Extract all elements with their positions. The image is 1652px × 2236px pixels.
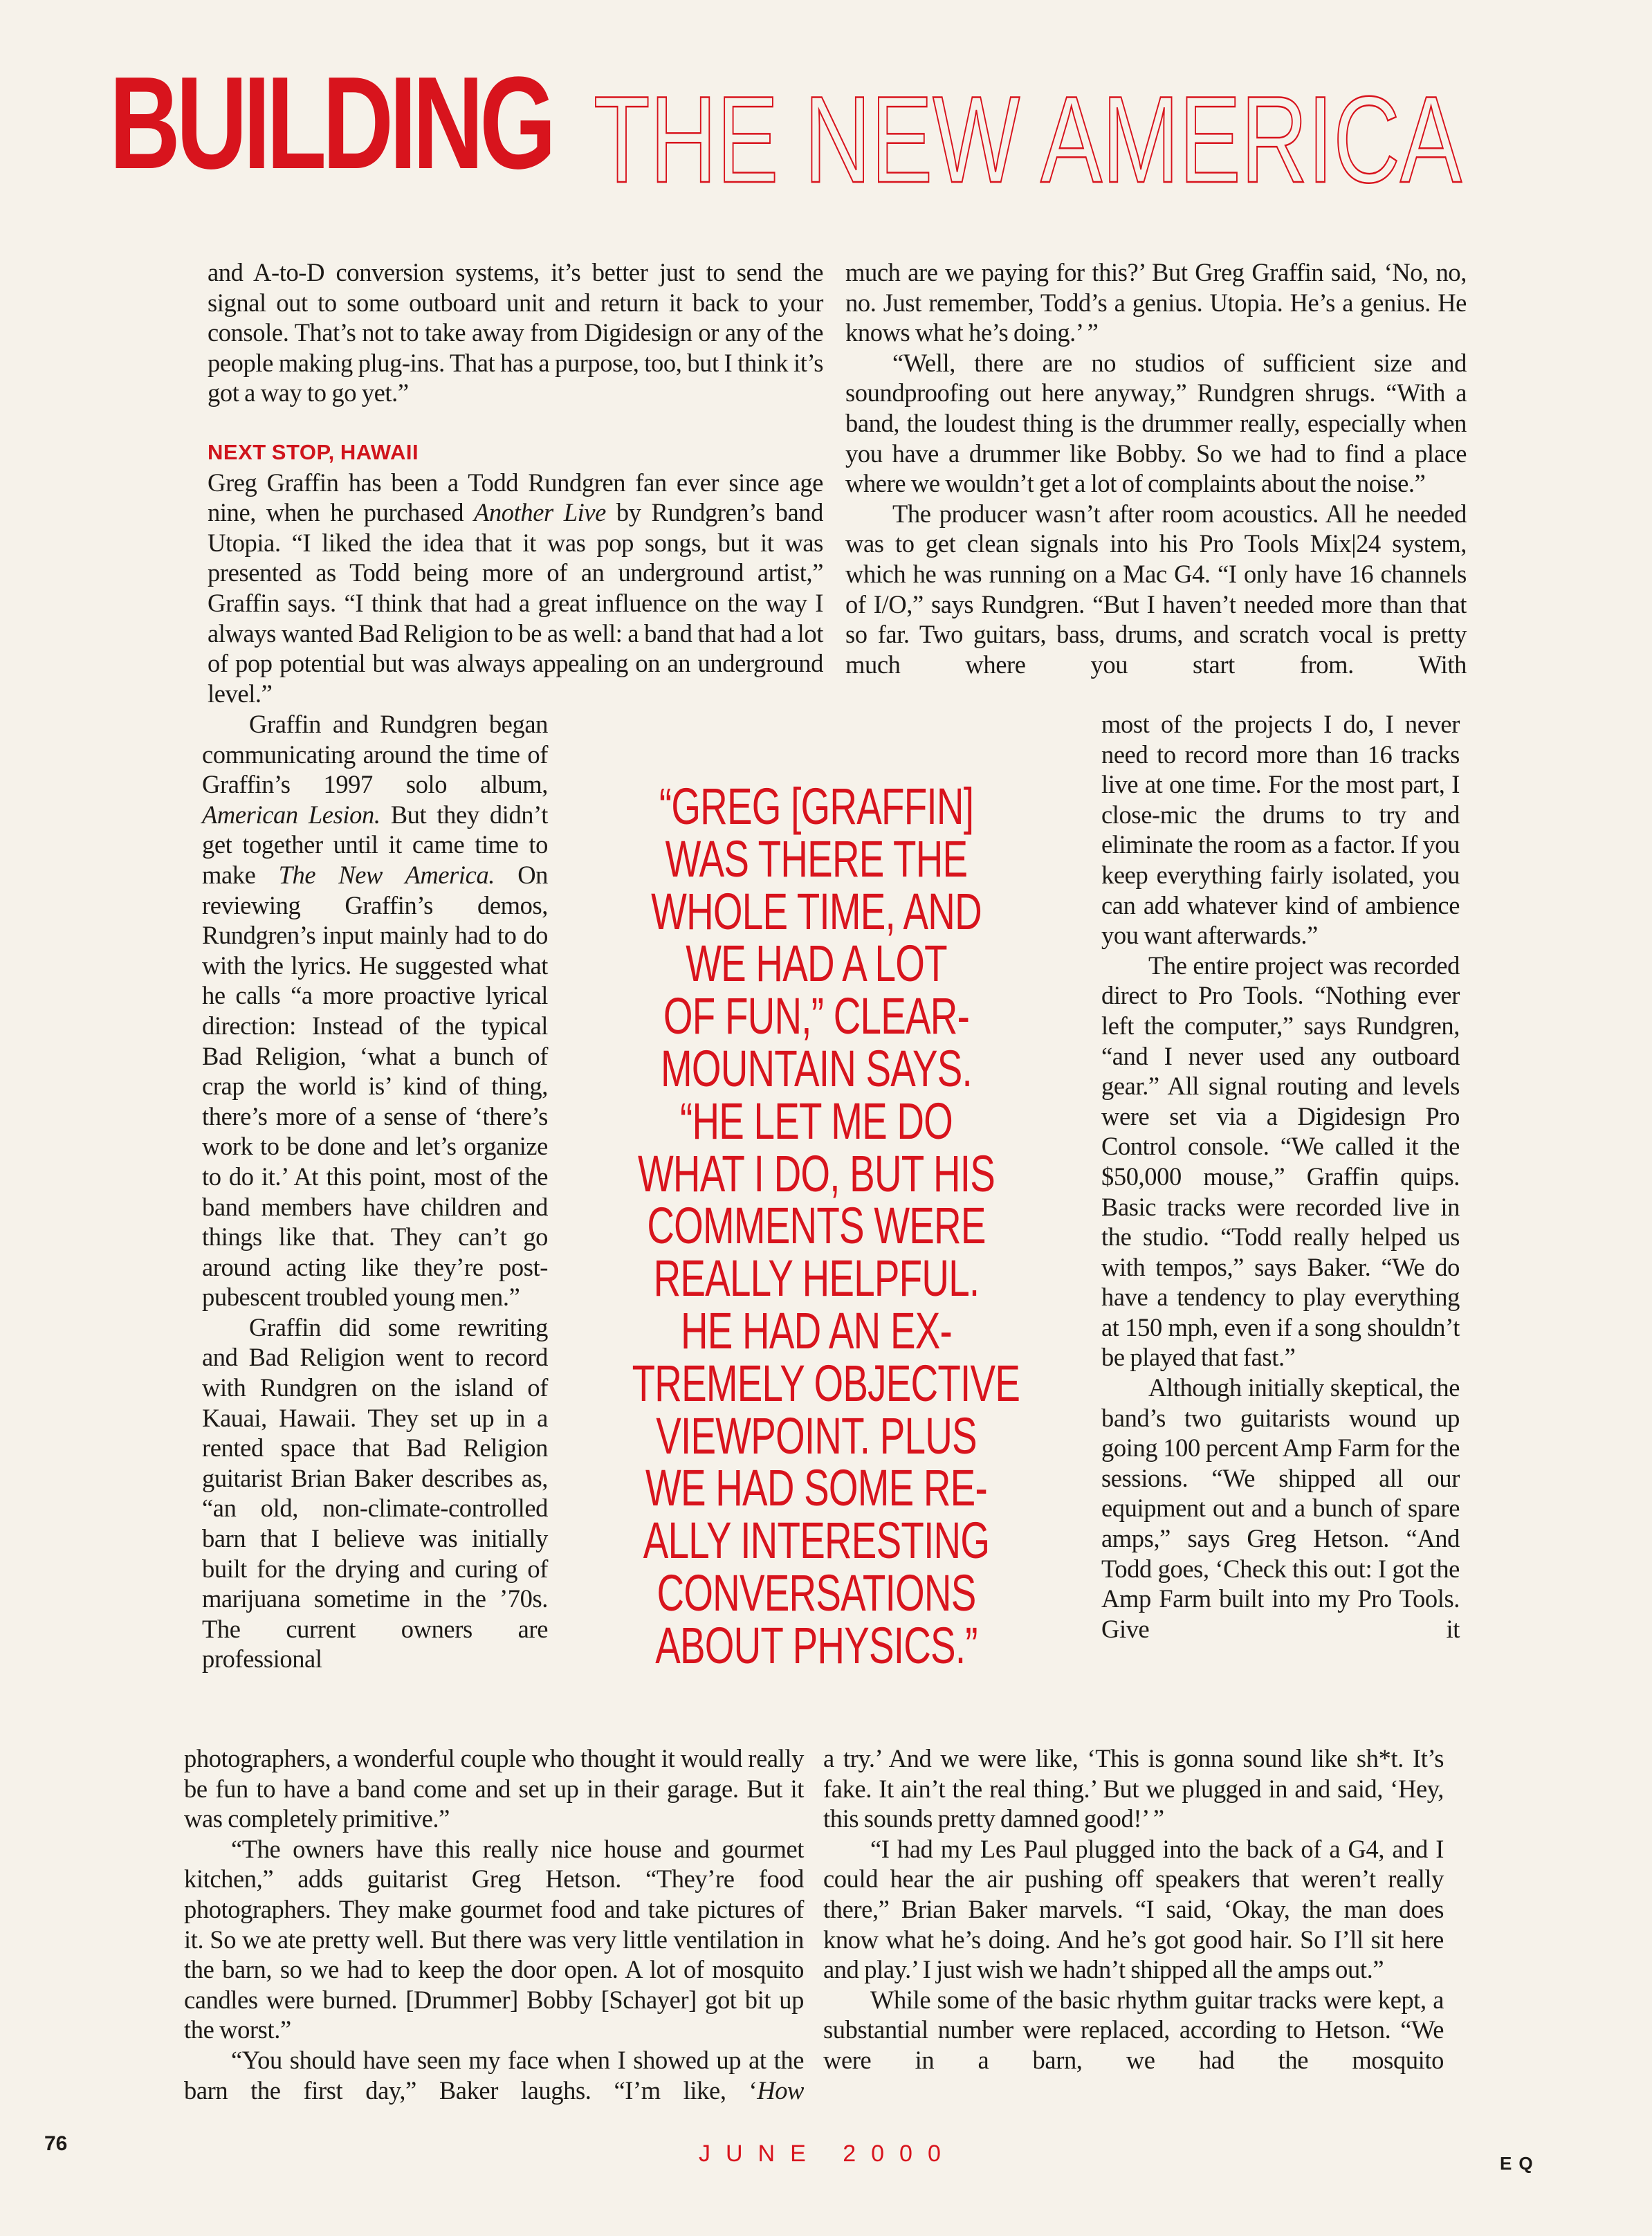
pull-quote-line: OF FUN,” CLEAR- (663, 987, 970, 1045)
pull-quote-line: COMMENTS WERE (647, 1197, 986, 1255)
paragraph: The producer wasn’t after room acoustics. All he needed was to get clean signals into his Pro Tools Mix|24 system, which he was running on a Mac G4. “I only have 16 channels of I/O,” says Rundgren. “But I haven’t needed more than that so far. Two guitars, bass, drums, and scratch vocal is pretty much where you start from. With (845, 499, 1467, 679)
album-title: Another Live (474, 498, 606, 527)
paragraph (208, 468, 823, 709)
pull-quote-line: HE HAD AN EX- (680, 1301, 953, 1359)
text-run: Greg Graffin has been a Todd Rundgren fan ever since age nine, when he purchased (208, 468, 823, 527)
pull-quote-line: WHOLE TIME, AND (651, 882, 982, 940)
text-run: by Rundgren’s band Utopia. “I liked the idea that it was pop songs, but it was presented as Todd being more of an underground artist,” Graffin says. “I think that had a great influence on the way I always wanted Bad Religion to be as well: a band that had a lot of pop potential but was always appealing on an underground level.” (208, 498, 823, 708)
magazine-name: EQ (1500, 2153, 1540, 2174)
text-run: Graffin and Rundgren began communicating around the time of Graffin’s 1997 solo album, (202, 710, 548, 799)
paragraph: The entire project was recorded direct to Pro Tools. “Nothing ever left the computer,” says Rundgren, “and I never used any outboard gear.” All signal routing and levels were set via a Digidesign Pro Control console. “We called it the $50,000 mouse,” Graffin quips. Basic tracks were recorded live in the studio. “Todd really helped us with tempos,” says Baker. “We do have a tendency to play everything at 150 mph, even if a song shouldn’t be played that fast.” (1101, 951, 1460, 1372)
pull-quote-line: VIEWPOINT. PLUS (656, 1406, 977, 1465)
pull-quote-line: “GREG [GRAFFIN] (659, 778, 974, 835)
pull-quote-line: CONVERSATIONS (657, 1564, 976, 1622)
pull-quote-line: WE HAD A LOT (686, 935, 947, 993)
paragraph: Although initially skeptical, the band’s two guitarists wound up going 100 percent Amp Farm for the sessions. “We shipped all our equipment out and a bunch of spare amps,” says Greg Hetson. “And Todd goes, ‘Check this out: I got the Amp Farm built into my Pro Tools. Give it (1101, 1373, 1460, 1643)
pull-quote-line: ALLY INTERESTING (643, 1512, 990, 1570)
right-column-top (845, 257, 1467, 679)
text-run: On reviewing Graffin’s demos, Rundgren’s input mainly had to do with the lyrics. He suggested what he calls “a more proactive lyrical direction: Instead of the typical Bad Religion, ‘what a bunch of crap the world is’ kind of thing, there’s more of a sense of ‘there’s work to be done and let’s organize to do it.’ At this point, most of the band members have children and things like that. They can’t go around acting like they’re post-pubescent troubled young men.” (202, 860, 548, 1312)
pull-quote-line: TREMELY OBJECTIVE (632, 1354, 1020, 1412)
text-run-italic: How (757, 2075, 804, 2105)
text-run: “You should have seen my face when I showed up at the barn the first day,” Baker laughs. “I’m like, ‘ (184, 2045, 804, 2105)
pull-quote-line: REALLY HELPFUL. (653, 1249, 980, 1308)
pull-quote-line: WHAT I DO, BUT HIS (637, 1144, 995, 1202)
paragraph: Graffin did some rewriting and Bad Religion went to record with Rundgren on the island of Kauai, Hawaii. They set up in a rented space that Bad Religion guitarist Brian Baker describes as, “an old, non-climate-controlled barn that I believe was initially built for the drying and curing of marijuana sometime in the ’70s. The current owners are professional (202, 1312, 548, 1674)
pull-quote-line: WAS THERE THE (665, 830, 968, 888)
album-title: American Lesion. (202, 800, 380, 829)
left-column-bottom (184, 1743, 804, 2105)
text-run: But they didn’t get together until it came time to make (202, 800, 548, 889)
left-column-top (208, 257, 823, 708)
paragraph: While some of the basic rhythm guitar tracks were kept, a substantial number were replaced, according to Hetson. “We were in a barn, we had the mosquito (823, 1985, 1444, 2074)
article-title (104, 50, 1487, 208)
issue-date: JUNE 2000 (699, 2141, 956, 2167)
paragraph: a try.’ And we were like, ‘This is gonna sound like sh*t. It’s fake. It ain’t the real thing.’ But we plugged in and said, ‘Hey, this sounds pretty damned good!’ ” (823, 1744, 1444, 1833)
section-heading: NEXT STOP, HAWAII (208, 439, 419, 464)
album-title: The New America. (278, 860, 495, 889)
pull-quote (567, 780, 1065, 1672)
paragraph (184, 2045, 804, 2105)
pull-quote-line: “HE LET ME DO (679, 1092, 953, 1150)
title-bold: BUILDING (109, 50, 552, 196)
left-column-narrow (202, 709, 548, 1674)
page-number: 76 (44, 2132, 68, 2155)
title-outline: THE NEW AMERICA (594, 71, 1462, 208)
paragraph: most of the projects I do, I never need to record more than 16 tracks live at one time. For the most part, I close-mic the drums to try and eliminate the room as a factor. If you keep everything fairly isolated, you can add whatever kind of ambience you want afterwards.” (1101, 710, 1460, 950)
right-column-narrow (1101, 709, 1460, 1644)
right-column-bottom (823, 1743, 1444, 2075)
paragraph (202, 709, 548, 1312)
pull-quote-line: ABOUT PHYSICS.” (655, 1616, 978, 1674)
paragraph: “Well, there are no studios of sufficient size and soundproofing out here anyway,” Rundgren shrugs. “With a band, the loudest thing is the drummer really, especially when you have a drummer like Bobby. So we had to find a place where we wouldn’t get a lot of complaints about the noise.” (845, 348, 1467, 498)
paragraph: much are we paying for this?’ But Greg Graffin said, ‘No, no, no. Just remember, Todd’s a genius. Utopia. He’s a genius. He knows what he’s doing.’ ” (845, 258, 1467, 347)
paragraph: “The owners have this really nice house and gourmet kitchen,” adds guitarist Greg Hetson. “They’re food photographers. They make gourmet food and take pictures of it. So we ate pretty well. But there was very little ventilation in the barn, so we had to keep the door open. A lot of mosquito candles were burned. [Drummer] Bobby [Schayer] got bit up the worst.” (184, 1834, 804, 2044)
paragraph: photographers, a wonderful couple who thought it would really be fun to have a band come and set up in their garage. But it was completely primitive.” (184, 1744, 804, 1833)
pull-quote-line: MOUNTAIN SAYS. (660, 1039, 973, 1097)
pull-quote-line: WE HAD SOME RE- (645, 1459, 987, 1517)
paragraph: and A-to-D conversion systems, it’s better just to send the signal out to some outboard unit and return it back to your console. That’s not to take away from Digidesign or any of the people making plug-ins. That has a purpose, too, but I think it’s got a way to go yet.” (208, 258, 823, 407)
paragraph: “I had my Les Paul plugged into the back of a G4, and I could hear the air pushing off speakers that weren’t really there,” Brian Baker marvels. “I said, ‘Okay, the man does know what he’s doing. And he’s got good hair. So I’ll sit here and play.’ I just wish we hadn’t shipped all the amps out.” (823, 1834, 1444, 1984)
